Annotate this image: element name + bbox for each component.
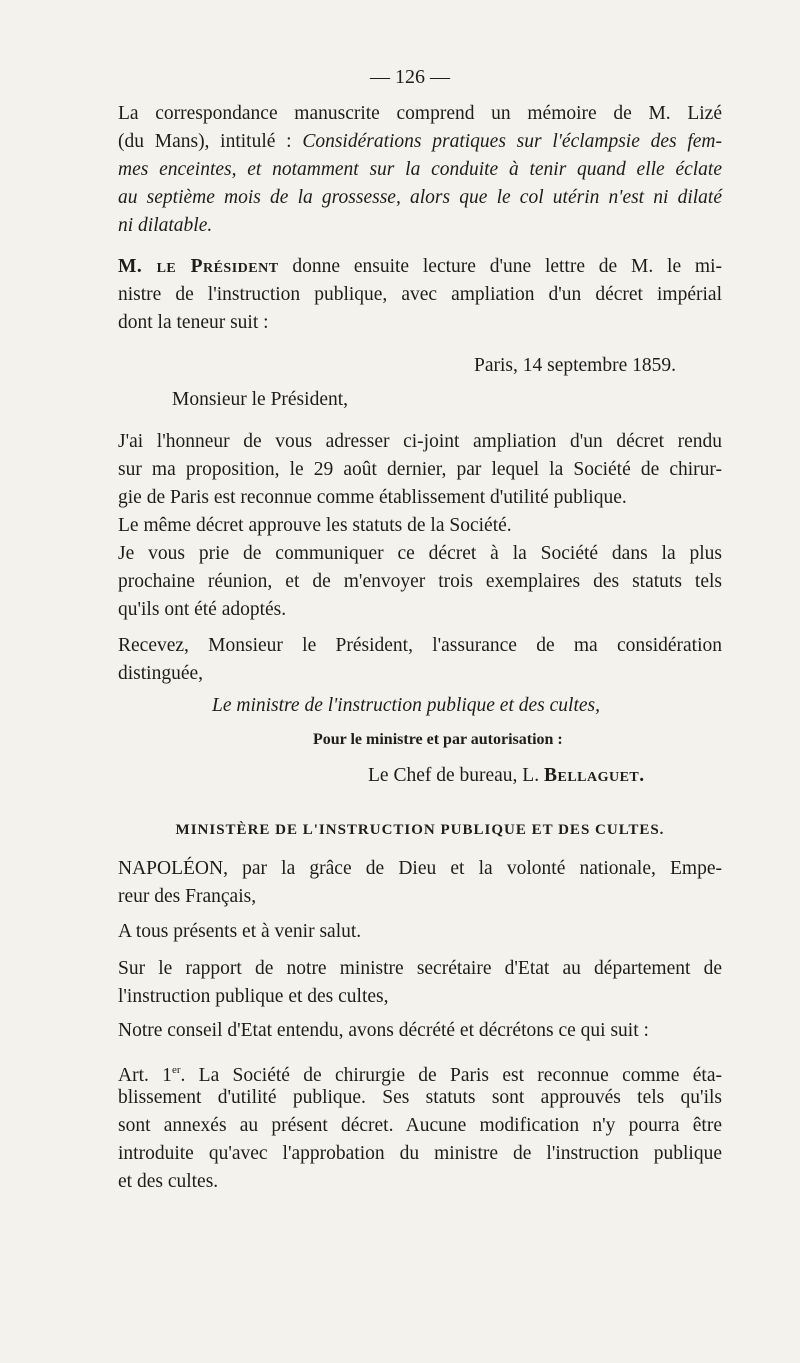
text-line: l'instruction publique et des cultes, <box>118 986 389 1007</box>
text-line: et des cultes. <box>118 1171 219 1192</box>
italic-title: Considérations pratiques sur l'éclampsie des fem- <box>302 131 723 152</box>
text-span: (du Mans), intitulé : <box>118 131 303 152</box>
text-line <box>118 253 722 281</box>
date-line: Paris, 14 septembre 1859. <box>473 355 676 376</box>
text-line: distinguée, <box>118 663 204 684</box>
text-line: nistre de l'instruction publique, avec ampliation d'un décret impérial <box>118 284 722 305</box>
text-span: donne ensuite lecture d'une lettre de M. le mi- <box>278 256 722 277</box>
text-line: Sur le rapport de notre ministre secrétaire d'Etat au département de <box>118 958 722 979</box>
article-label: Art. 1 <box>118 1065 172 1086</box>
signature-line <box>368 762 688 790</box>
text-line: Recevez, Monsieur le Président, l'assurance de ma considération <box>118 635 722 656</box>
authorization-line: Pour le ministre et par autorisation : <box>313 731 563 748</box>
minister-line: Le ministre de l'instruction publique et des cultes, <box>212 695 600 716</box>
text-line: A tous présents et à venir salut. <box>118 921 362 942</box>
text-line: blissement d'utilité publique. Ses statuts sont approuvés tels qu'ils <box>118 1087 722 1108</box>
text-line: Je vous prie de communiquer ce décret à la Société dans la plus <box>118 543 722 564</box>
text-line: au septième mois de la grossesse, alors que le col utérin n'est ni dilaté <box>118 187 722 208</box>
text-span: Le Chef de bureau, L. <box>368 765 544 786</box>
text-line: dont la teneur suit : <box>118 312 269 333</box>
text-line: NAPOLÉON, par la grâce de Dieu et la volonté nationale, Empe- <box>118 858 722 879</box>
text-line: qu'ils ont été adoptés. <box>118 599 287 620</box>
text-line: sont annexés au présent décret. Aucune modification n'y pourra être <box>118 1115 722 1136</box>
text-line: reur des Français, <box>118 886 257 907</box>
text-span: . La Société de chirurgie de Paris est reconnue comme éta- <box>180 1065 722 1086</box>
text-line: introduite qu'avec l'approbation du ministre de l'instruction publique <box>118 1143 722 1164</box>
text-line: sur ma proposition, le 29 août dernier, par lequel la Société de chirur- <box>118 459 722 480</box>
text-line: gie de Paris est reconnue comme établissement d'utilité publique. <box>118 487 627 508</box>
text-line: Le même décret approuve les statuts de la Société. <box>118 515 512 536</box>
text-line: ni dilatable. <box>118 215 213 236</box>
signatory-name: Bellaguet. <box>543 765 645 786</box>
text-line: La correspondance manuscrite comprend un mémoire de M. Lizé <box>118 103 722 124</box>
text-line: prochaine réunion, et de m'envoyer trois exemplaires des statuts tels <box>118 571 722 592</box>
text-line: Notre conseil d'Etat entendu, avons décrété et décrétons ce qui suit : <box>118 1020 649 1041</box>
text-line: J'ai l'honneur de vous adresser ci-joint ampliation d'un décret rendu <box>118 431 722 452</box>
speaker-name: M. le Président <box>118 256 279 277</box>
page-number: — 126 — <box>370 66 450 88</box>
salutation: Monsieur le Président, <box>172 389 349 410</box>
text-line <box>118 128 722 156</box>
ministry-heading: MINISTÈRE DE L'INSTRUCTION PUBLIQUE ET DES CULTES. <box>175 822 665 838</box>
text-line: mes enceintes, et notamment sur la conduite à tenir quand elle éclate <box>118 159 722 180</box>
article-superscript: er <box>171 1064 181 1076</box>
